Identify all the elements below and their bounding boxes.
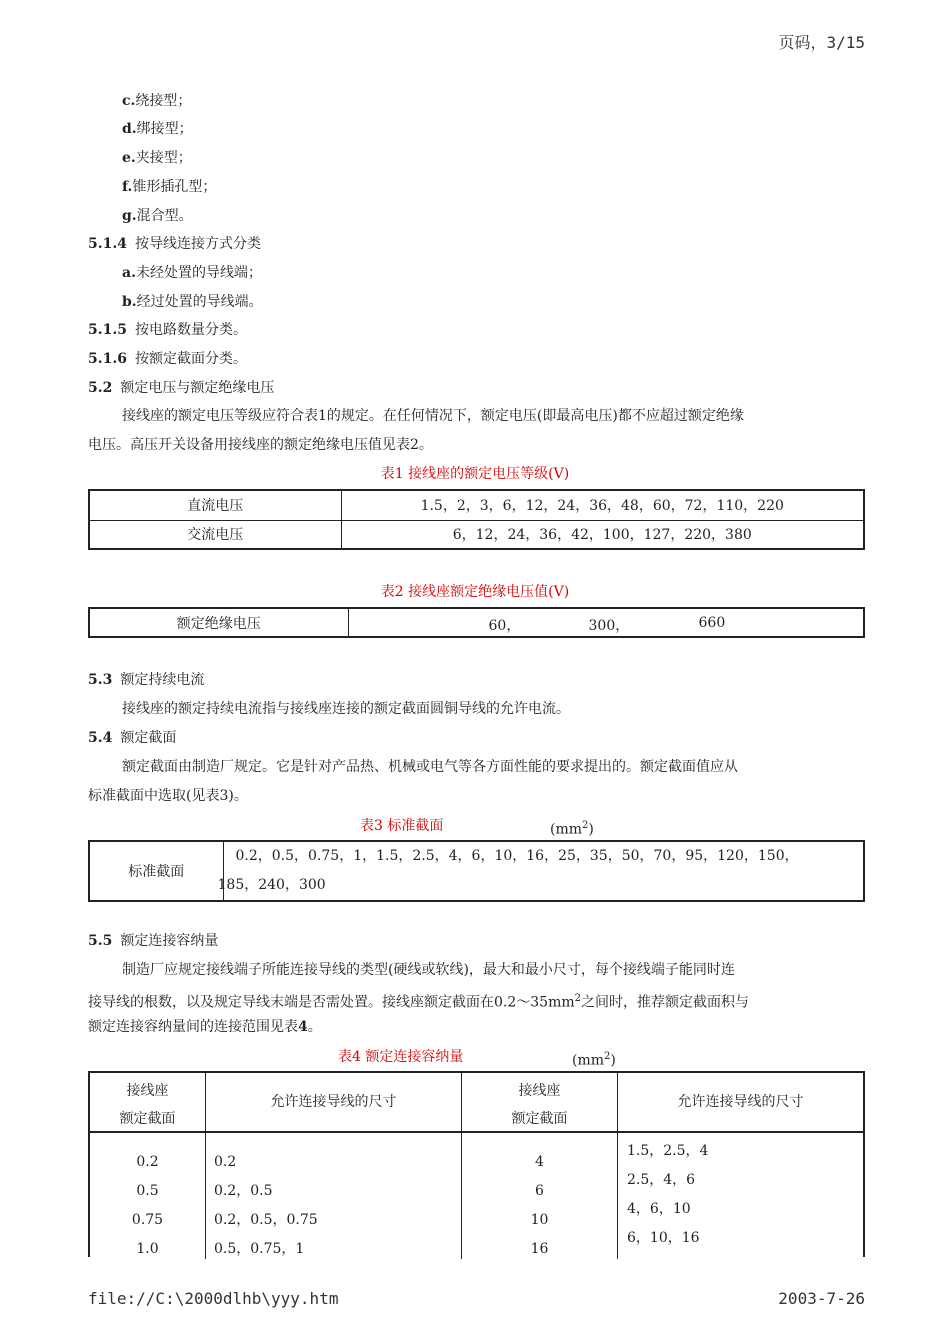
table-cell: 0.2 [214,1154,237,1170]
table-cell: 直流电压 [89,490,341,520]
table-cell: 4，6，10 [627,1201,691,1217]
table2 [88,607,865,638]
table4-caption: 表4 额定连接容纳量 [338,1049,464,1065]
table4 [88,1071,865,1257]
table4-header-wire-size: 允许连接导线的尺寸 [270,1094,397,1110]
section-5-5-heading: 5.5 额定连接容纳量 [88,933,219,949]
table-row [89,520,864,549]
table-cell: 0.2 [136,1154,159,1170]
list-item: c.绕接型； [122,93,192,109]
table4-unit: $(mm^2)$ [572,1051,616,1069]
table-row [89,608,864,637]
paragraph: 额定连接容纳量间的连接范围见表4。 [88,1019,322,1035]
table-cell: 0.5 [136,1183,159,1199]
table3-caption: 表3 标准截面 [360,818,444,834]
section-5-3-heading: 5.3 额定持续电流 [88,672,205,688]
table4-header-wire-size: 允许连接导线的尺寸 [677,1094,804,1110]
table-cell: 标准截面 [89,841,223,901]
insulation-value: 660 [698,615,726,631]
table4-header-rated-section: 接线座 额定截面 [511,1083,568,1127]
list-item: g.混合型。 [122,208,193,224]
file-path: file://C:\2000dlhb\yyy.htm [88,1289,339,1308]
insulation-value: 60， [488,618,521,634]
paragraph: 电压。高压开关设备用接线座的额定绝缘电压值见表2。 [88,437,433,453]
table-cell: 1.5，2，3，6，12，24，36，48，60，72，110，220 [341,490,864,520]
table-cell: 10 [530,1212,549,1228]
paragraph: 标准截面中选取(见表3)。 [88,788,248,804]
paragraph: 接线座的额定电压等级应符合表1的规定。在任何情况下，额定电压(即最高电压)都不应超过额定绝缘 [122,408,744,424]
section-5-1-5-heading: 5.1.5 按电路数量分类。 [88,322,247,338]
section-values-line: 0.2，0.5，0.75，1，1.5，2.5，4，6，10，16，25，35，50，70，95，120，150， [235,848,799,864]
list-item: d.绑接型； [122,121,193,137]
table-cell: 0.75 [131,1212,164,1228]
paragraph: 接线座的额定持续电流指与接线座连接的额定截面圆铜导线的允许电流。 [122,701,570,717]
insulation-value: 300， [588,618,630,634]
table-row [89,841,864,901]
section-values-line: 185，240，300 [217,877,326,893]
table-cell: 0.2，0.5 [214,1183,273,1199]
table-cell: 1.5，2.5，4 [627,1143,709,1159]
table-cell: 0.5，0.75，1 [214,1241,305,1257]
table-cell: 2.5，4，6 [627,1172,696,1188]
table-cell: 6 [535,1183,544,1199]
table1-caption: 表1 接线座的额定电压等级(V) [380,466,570,482]
table3-unit: $(mm^2)$ [550,820,594,838]
paragraph: 额定截面由制造厂规定。它是针对产品热、机械或电气等各方面性能的要求提出的。额定截面值应从 [122,759,738,775]
table-cell: 0.2，0.5，0.75 [214,1212,318,1228]
list-item: a.未经处置的导线端； [122,265,262,281]
table4-col2 [214,1148,318,1264]
table4-col1 [90,1148,205,1264]
table-cell: 1.0 [136,1241,159,1257]
footer-date: 2003-7-26 [778,1289,865,1308]
table1 [88,489,865,550]
table-cell: 6，12，24，36，42，100，127，220，380 [341,520,864,549]
table-cell: 交流电压 [89,520,341,549]
list-item: f.锥形插孔型； [122,179,217,195]
table-cell: 额定绝缘电压 [89,608,348,637]
page-number: 页码，3/15 [778,33,865,52]
section-5-1-6-heading: 5.1.6 按额定截面分类。 [88,351,247,367]
table-cell [348,608,864,637]
section-5-4-heading: 5.4 额定截面 [88,730,177,746]
table4-col3 [462,1148,617,1264]
table4-col4 [627,1137,708,1253]
table-cell: 4 [535,1154,544,1170]
section-5-2-heading: 5.2 额定电压与额定绝缘电压 [88,380,275,396]
table-cell: 6，10，16 [627,1230,700,1246]
list-item: b.经过处置的导线端。 [122,294,263,310]
table2-caption: 表2 接线座额定绝缘电压值(V) [380,584,570,600]
table4-header-rated-section: 接线座 额定截面 [119,1083,176,1127]
table-row [89,490,864,520]
paragraph: 制造厂应规定接线端子所能连接导线的类型(硬线或软线)，最大和最小尺寸，每个接线端子能同时连 [122,962,735,978]
section-5-1-4-heading: 5.1.4 按导线连接方式分类 [88,236,261,252]
table-cell: 16 [530,1241,549,1257]
list-item: e.夹接型； [122,150,192,166]
paragraph: 接导线的根数，以及规定导线末端是否需处置。接线座额定截面在$0.2\sim 35mm^2$之间时，推荐额定截面积与 [88,993,750,1011]
table-cell [217,841,864,901]
table3 [88,840,865,902]
